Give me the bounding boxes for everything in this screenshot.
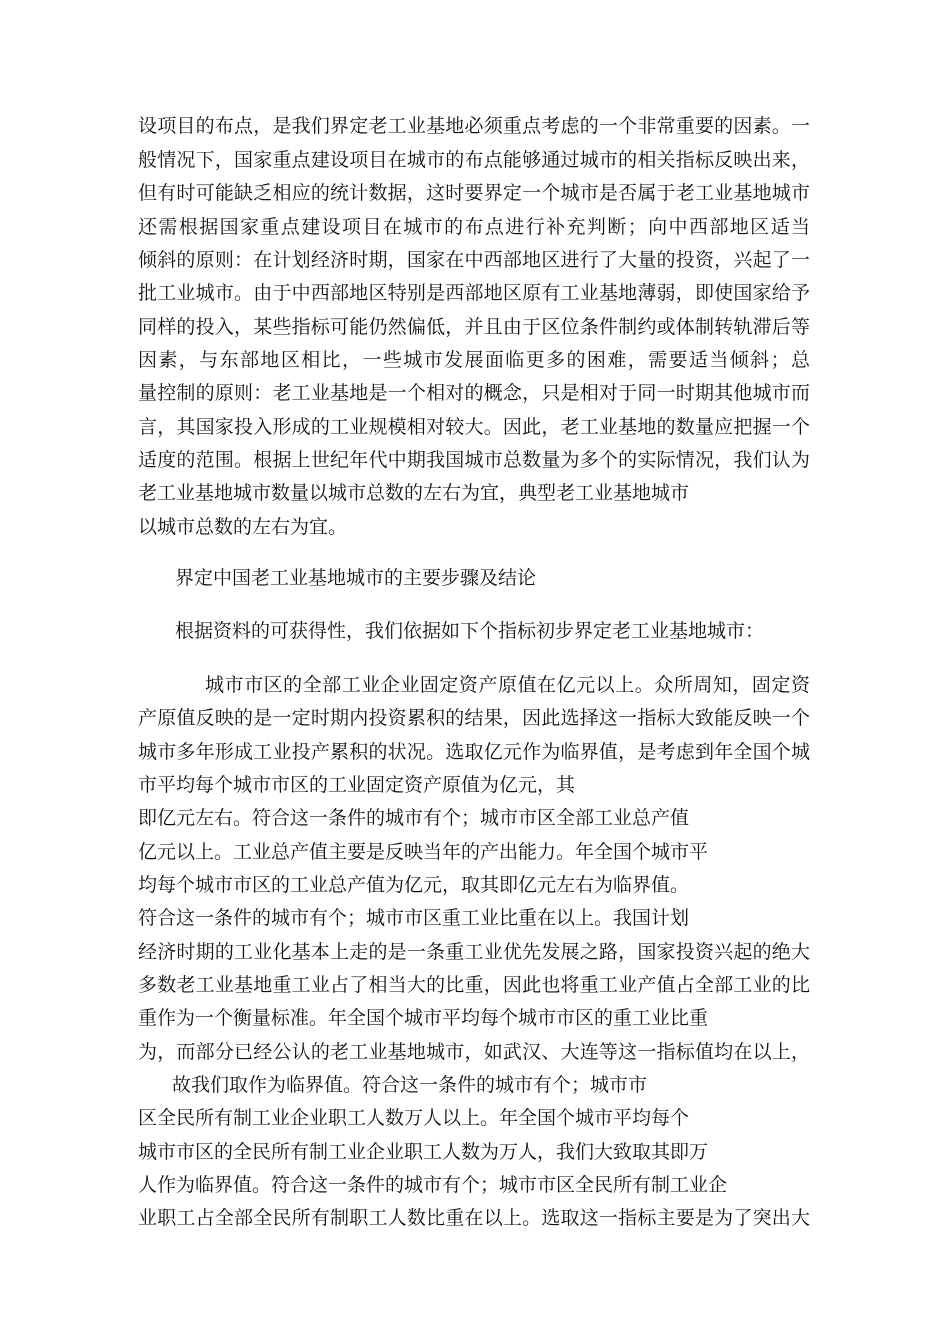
- text-line: 市平均每个城市市区的工业固定资产原值为亿元，其: [138, 774, 576, 796]
- intro-line: 根据资料的可获得性，我们依据如下个指标初步界定老工业基地城市：: [175, 620, 765, 642]
- text-line: 老工业基地城市数量以城市总数的左右为宜，典型老工业基地城市: [138, 482, 690, 504]
- section-heading: 界定中国老工业基地城市的主要步骤及结论: [175, 567, 537, 589]
- text-line: 城市市区的全民所有制工业企业职工人数为万人，我们大致取其即万: [138, 1141, 709, 1163]
- text-line: 城市市区的全部工业企业固定资产原值在亿元以上。众所周知，固定资: [205, 674, 810, 696]
- text-line: 言，其国家投入形成的工业规模相对较大。因此，老工业基地的数量应把握一个: [138, 416, 810, 438]
- text-line: 适度的范围。根据上世纪年代中期我国城市总数量为多个的实际情况，我们认为: [138, 449, 810, 471]
- text-line: 同样的投入，某些指标可能仍然偏低，并且由于区位条件制约或体制转轨滞后等: [138, 316, 810, 338]
- text-line: 故我们取作为临界值。符合这一条件的城市有个；城市市: [172, 1074, 648, 1096]
- text-line: 因素，与东部地区相比，一些城市发展面临更多的困难，需要适当倾斜；总: [138, 349, 810, 371]
- text-line: 以城市总数的左右为宜。: [138, 516, 348, 538]
- text-line: 般情况下，国家重点建设项目在城市的布点能够通过城市的相关指标反映出来，: [138, 149, 810, 171]
- text-line: 业职工占全部全民所有制职工人数比重在以上。选取这一指标主要是为了突出大: [138, 1207, 810, 1229]
- text-line: 但有时可能缺乏相应的统计数据，这时要界定一个城市是否属于老工业基地城市: [138, 182, 810, 204]
- text-line: 城市多年形成工业投产累积的状况。选取亿元作为临界值，是考虑到年全国个城: [138, 741, 810, 763]
- text-line: 经济时期的工业化基本上走的是一条重工业优先发展之路，国家投资兴起的绝大: [138, 941, 810, 963]
- text-line: 人作为临界值。符合这一条件的城市有个；城市市区全民所有制工业企: [138, 1174, 728, 1196]
- text-line: 设项目的布点，是我们界定老工业基地必须重点考虑的一个非常重要的因素。一: [138, 115, 810, 137]
- text-line: 即亿元左右。符合这一条件的城市有个；城市市区全部工业总产值: [138, 807, 690, 829]
- text-line: 区全民所有制工业企业职工人数万人以上。年全国个城市平均每个: [138, 1107, 690, 1129]
- text-line: 产原值反映的是一定时期内投资累积的结果，因此选择这一指标大致能反映一个: [138, 707, 810, 729]
- text-line: 为，而部分已经公认的老工业基地城市，如武汉、大连等这一指标值均在以上，: [138, 1041, 810, 1063]
- text-line: 量控制的原则：老工业基地是一个相对的概念，只是相对于同一时期其他城市而: [138, 382, 810, 404]
- text-line: 重作为一个衡量标准。年全国个城市平均每个城市市区的重工业比重: [138, 1007, 709, 1029]
- text-line: 批工业城市。由于中西部地区特别是西部地区原有工业基地薄弱，即使国家给予: [138, 282, 810, 304]
- text-line: 亿元以上。工业总产值主要是反映当年的产出能力。年全国个城市平: [138, 841, 709, 863]
- text-line: 多数老工业基地重工业占了相当大的比重，因此也将重工业产值占全部工业的比: [138, 974, 810, 996]
- text-line: 均每个城市市区的工业总产值为亿元，取其即亿元左右为临界值。: [138, 874, 690, 896]
- text-line: 符合这一条件的城市有个；城市市区重工业比重在以上。我国计划: [138, 907, 690, 929]
- text-line: 还需根据国家重点建设项目在城市的布点进行补充判断；向中西部地区适当: [138, 216, 810, 238]
- text-line: 倾斜的原则：在计划经济时期，国家在中西部地区进行了大量的投资，兴起了一: [138, 249, 810, 271]
